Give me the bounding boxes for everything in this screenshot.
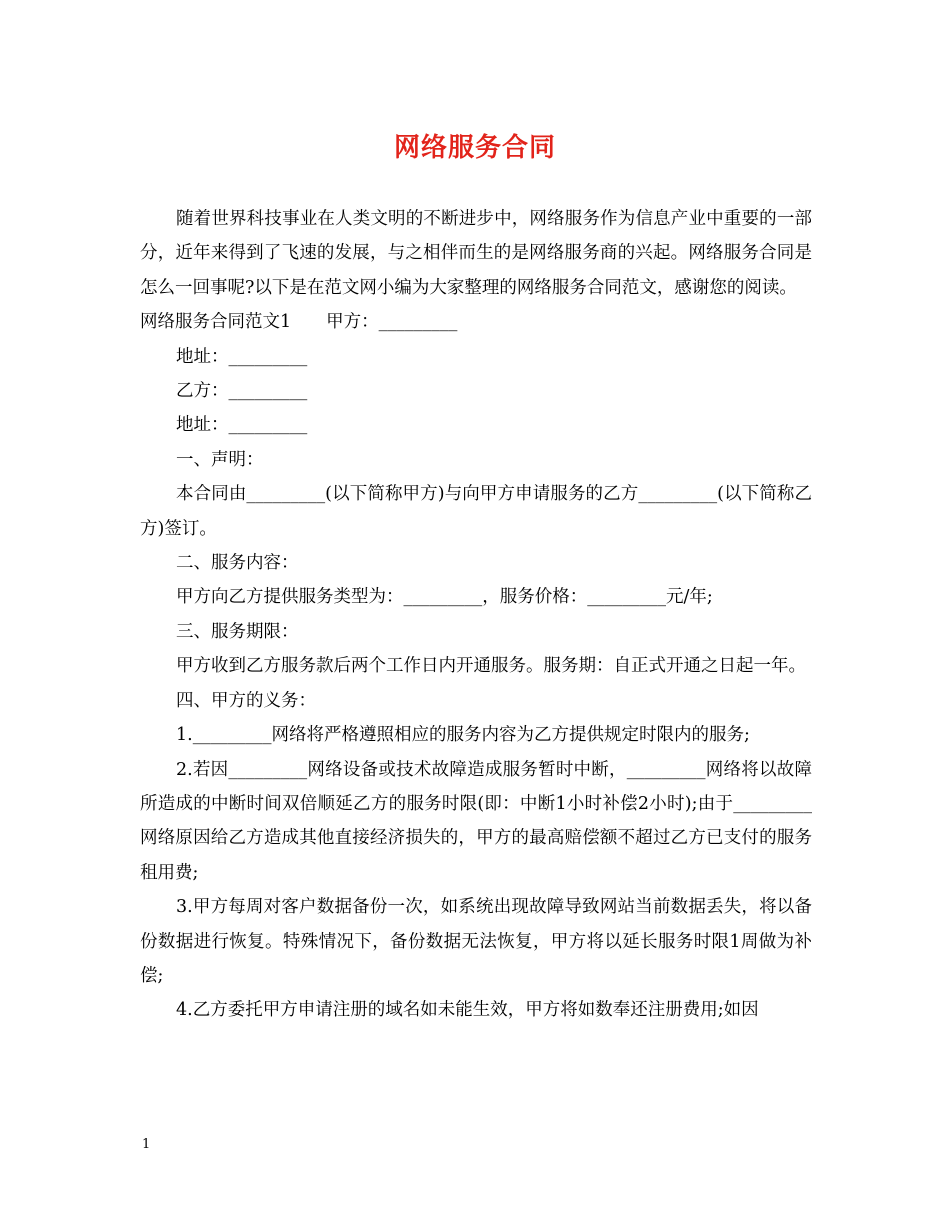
paragraph-party-b: 乙方：_________ <box>176 381 308 402</box>
section-heading-service-term: 三、服务期限： <box>176 621 299 642</box>
paragraph-party-b-address: 地址：_________ <box>176 415 308 436</box>
clause-item-2: 2.若因_________网络设备或技术故障造成服务暂时中断，_________网络将以故障所造成的中断时间双倍顺延乙方的服务时限(即：中断1小时补偿2小时);由于_________网络原因给乙方造成其他直接经济损失的，甲方的最高赔偿额不超过乙方已支付的服务租用费; <box>140 759 812 883</box>
section-heading-party-a-obligations: 四、甲方的义务： <box>176 690 316 711</box>
document-body <box>140 202 812 1028</box>
section-heading-service-content: 二、服务内容： <box>176 553 299 574</box>
section-heading-declaration: 一、声明： <box>176 449 264 470</box>
clause-item-1: 1._________网络将严格遵照相应的服务内容为乙方提供规定时限内的服务; <box>176 725 750 746</box>
paragraph-service-content: 甲方向乙方提供服务类型为：_________，服务价格：_________元/年; <box>176 587 713 608</box>
paragraph-declaration: 本合同由_________(以下简称甲方)与向甲方申请服务的乙方_________(以下简称乙方)签订。 <box>140 484 812 539</box>
document-title: 网络服务合同 <box>393 133 556 163</box>
paragraph-service-term: 甲方收到乙方服务款后两个工作日内开通服务。服务期：自正式开通之日起一年。 <box>176 656 806 677</box>
paragraph-intro: 随着世界科技事业在人类文明的不断进步中，网络服务作为信息产业中重要的一部分，近年来得到了飞速的发展，与之相伴而生的是网络服务商的兴起。网络服务合同是怎么一回事呢?以下是在范文网小编为大家整理的网络服务合同范文，感谢您的阅读。 <box>140 209 812 298</box>
clause-item-4: 4.乙方委托甲方申请注册的域名如未能生效，甲方将如数奉还注册费用;如因 <box>176 1000 759 1021</box>
clause-item-3: 3.甲方每周对客户数据备份一次，如系统出现故障导致网站当前数据丢失，将以备份数据进行恢复。特殊情况下，备份数据无法恢复，甲方将以延长服务时限1周做为补偿; <box>140 897 812 986</box>
page-number: 1 <box>142 1137 151 1152</box>
paragraph-sample-heading: 网络服务合同范文1 甲方：_________ <box>140 312 458 333</box>
paragraph-party-a-address: 地址：_________ <box>176 346 308 367</box>
